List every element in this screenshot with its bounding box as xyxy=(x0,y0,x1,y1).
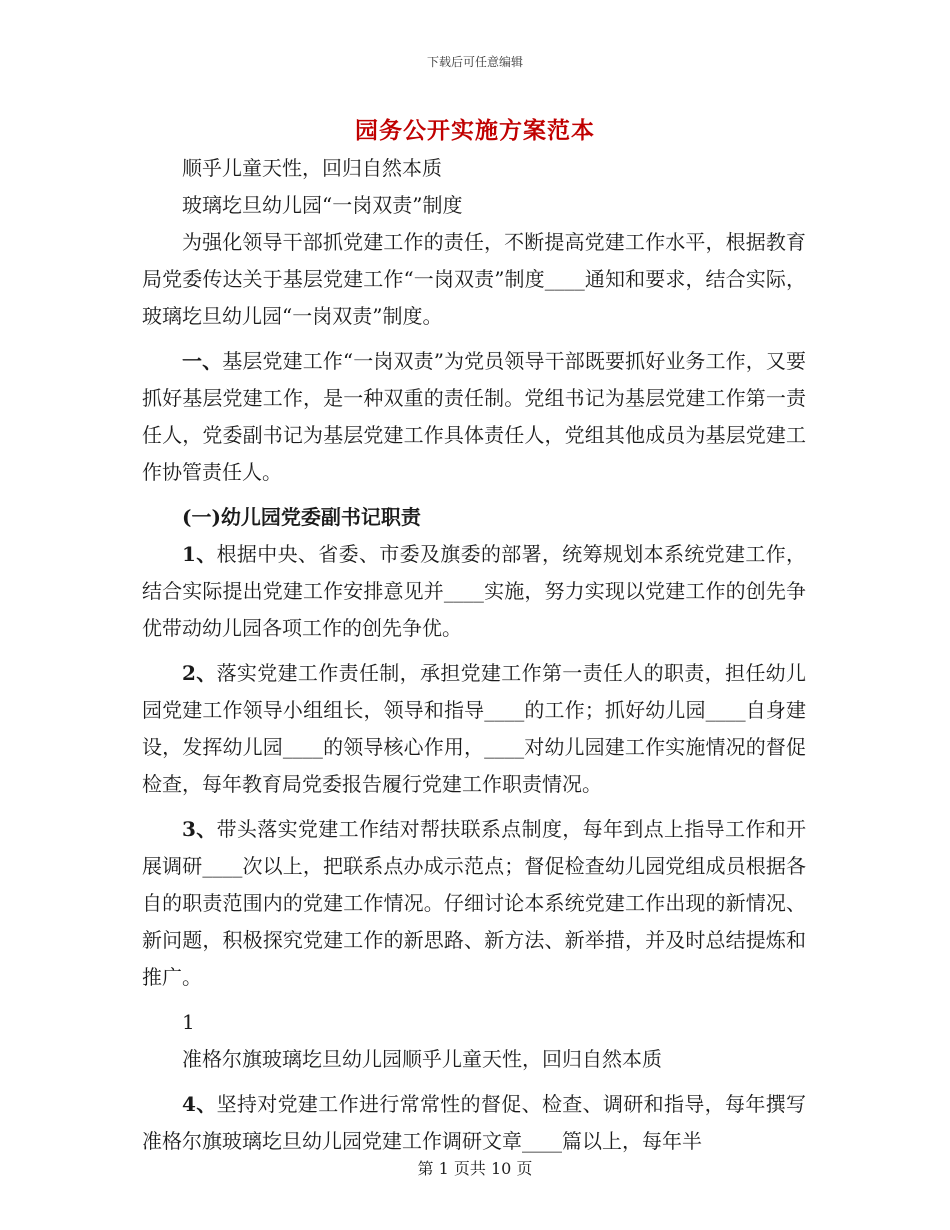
subheading-vice-secretary-duties: (一)幼儿园党委副书记职责 xyxy=(182,505,421,529)
duty-item-number: 1、 xyxy=(182,542,217,566)
download-note: 下载后可任意编辑 xyxy=(426,55,523,69)
subtitle-line-1: 顺乎儿童天性，回归自然本质 xyxy=(182,156,442,180)
section-1-text: 基层党建工作“一岗双责”为党员领导干部既要抓好业务工作，又要抓好基层党建工作，是一种双重的责任制。党组书记为基层党建工作第一责任人，党委副书记为基层党建工作具体责任人，党组其他成员为基层党建工作协管责任人。 xyxy=(142,349,807,484)
subtitle-line-2: 玻璃圪旦幼儿园“一岗双责”制度 xyxy=(182,193,463,217)
duty-item-1 xyxy=(142,536,806,647)
running-header-line: 准格尔旗玻璃圪旦幼儿园顺乎儿童天性，回归自然本质 xyxy=(182,1047,662,1071)
duty-item-number: 3、 xyxy=(182,817,217,841)
duty-item-3 xyxy=(142,811,806,996)
duty-item-number: 2、 xyxy=(182,661,217,685)
duty-item-4 xyxy=(142,1086,806,1160)
duty-item-2 xyxy=(142,655,806,803)
duty-item-text: 坚持对党建工作进行常常性的督促、检查、调研和指导，每年撰写准格尔旗玻璃圪旦幼儿园党建工作调研文章____篇以上，每年半 xyxy=(142,1092,806,1153)
intro-paragraph: 为强化领导干部抓党建工作的责任，不断提高党建工作水平，根据教育局党委传达关于基层党建工作“一岗双责”制度____通知和要求，结合实际，玻璃圪旦幼儿园“一岗双责”制度。 xyxy=(142,230,806,328)
document-body xyxy=(142,150,806,1160)
duty-item-text: 带头落实党建工作结对帮扶联系点制度，每年到点上指导工作和开展调研____次以上，把联系点办成示范点；督促检查幼儿园党组成员根据各自的职责范围内的党建工作情况。仔细讨论本系统党建工作出现的新情况、新问题，积极探究党建工作的新思路、新方法、新举措，并及时总结提炼和推广。 xyxy=(142,817,806,989)
section-1-paragraph xyxy=(142,343,806,491)
duty-item-text: 根据中央、省委、市委及旗委的部署，统筹规划本系统党建工作，结合实际提出党建工作安排意见并____实施，努力实现以党建工作的创先争优带动幼儿园各项工作的创先争优。 xyxy=(142,542,806,640)
inline-page-marker: 1 xyxy=(182,1010,195,1034)
page-footer: 第 1 页共 10 页 xyxy=(417,1159,533,1178)
duty-item-number: 4、 xyxy=(182,1092,217,1116)
duty-item-text: 落实党建工作责任制，承担党建工作第一责任人的职责，担任幼儿园党建工作领导小组组长，领导和指导____的工作；抓好幼儿园____自身建设，发挥幼儿园____的领导核心作用，____对幼儿园建工作实施情况的督促检查，每年教育局党委报告履行党建工作职责情况。 xyxy=(142,661,806,796)
section-1-lead: 一、 xyxy=(182,349,223,373)
document-title: 园务公开实施方案范本 xyxy=(355,117,595,144)
